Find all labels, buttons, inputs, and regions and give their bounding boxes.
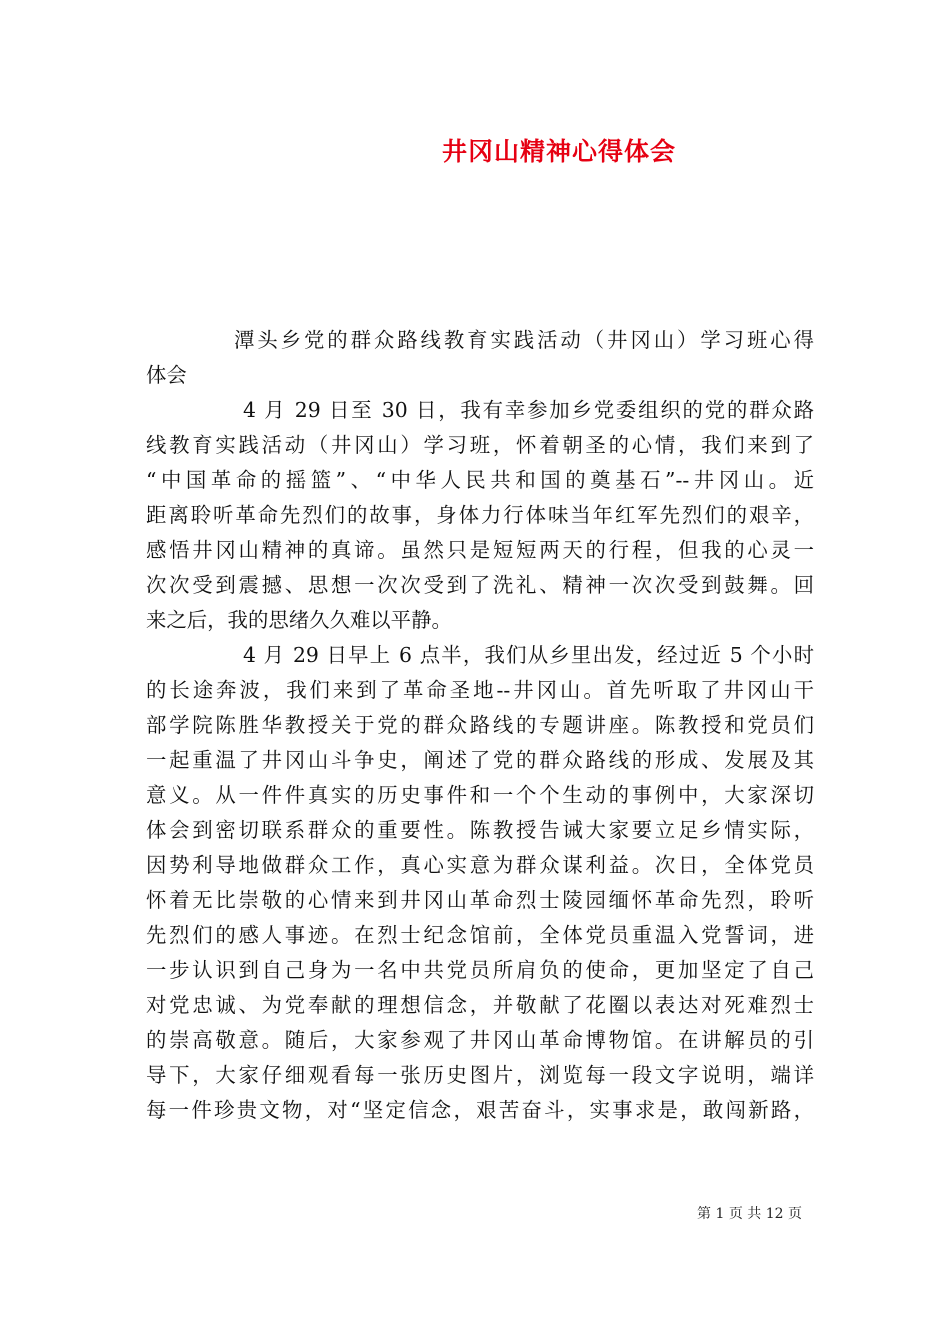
paragraph-2-line: 的崇高敬意。随后，大家参观了井冈山革命博物馆。在讲解员的引 <box>146 1028 814 1052</box>
paragraph-2-line: 体会到密切联系群众的重要性。陈教授告诫大家要立足乡情实际， <box>146 818 814 842</box>
paragraph-2-line: 的长途奔波，我们来到了革命圣地--井冈山。首先听取了井冈山干 <box>146 678 814 702</box>
paragraph-2-line: 导下，大家仔细观看每一张历史图片，浏览每一段文字说明，端详 <box>146 1063 814 1087</box>
paragraph-1-line: 次次受到震撼、思想一次次受到了洗礼、精神一次次受到鼓舞。回 <box>146 573 814 597</box>
paragraph-2-line: 部学院陈胜华教授关于党的群众路线的专题讲座。陈教授和党员们 <box>146 713 814 737</box>
paragraph-2-line: 因势利导地做群众工作，真心实意为群众谋利益。次日，全体党员 <box>146 853 814 877</box>
page-number-footer: 第 1 页 共 12 页 <box>697 1206 802 1222</box>
paragraph-1-line: 4 月 29 日至 30 日，我有幸参加乡党委组织的党的群众路 <box>243 398 814 422</box>
paragraph-1-line: “中国革命的摇篮”、“中华人民共和国的奠基石”--井冈山。近 <box>146 468 814 492</box>
document-title: 井冈山精神心得体会 <box>441 137 676 166</box>
paragraph-2-line: 怀着无比崇敬的心情来到井冈山革命烈士陵园缅怀革命先烈，聆听 <box>146 888 814 912</box>
paragraph-2-line: 一起重温了井冈山斗争史，阐述了党的群众路线的形成、发展及其 <box>146 748 814 772</box>
paragraph-1-line: 线教育实践活动（井冈山）学习班，怀着朝圣的心情，我们来到了 <box>146 433 814 457</box>
paragraph-2-line: 每一件珍贵文物，对“坚定信念，艰苦奋斗，实事求是，敢闯新路， <box>146 1098 814 1122</box>
paragraph-1-line: 距离聆听革命先烈们的故事，身体力行体味当年红军先烈们的艰辛， <box>146 503 814 527</box>
document-body <box>146 323 814 1128</box>
paragraph-1-line: 来之后，我的思绪久久难以平静。 <box>146 608 452 632</box>
paragraph-2-line: 先烈们的感人事迹。在烈士纪念馆前，全体党员重温入党誓词，进 <box>146 923 814 947</box>
paragraph-2-line: 一步认识到自己身为一名中共党员所肩负的使命，更加坚定了自己 <box>146 958 814 982</box>
paragraph-2-line: 意义。从一件件真实的历史事件和一个个生动的事例中，大家深切 <box>146 783 814 807</box>
paragraph-2-line: 4 月 29 日早上 6 点半，我们从乡里出发，经过近 5 个小时 <box>243 643 814 667</box>
subtitle-line: 体会 <box>146 363 187 387</box>
subtitle-line: 潭头乡党的群众路线教育实践活动（井冈山）学习班心得 <box>234 328 814 352</box>
paragraph-2-line: 对党忠诚、为党奉献的理想信念，并敬献了花圈以表达对死难烈士 <box>146 993 814 1017</box>
paragraph-1-line: 感悟井冈山精神的真谛。虽然只是短短两天的行程，但我的心灵一 <box>146 538 814 562</box>
